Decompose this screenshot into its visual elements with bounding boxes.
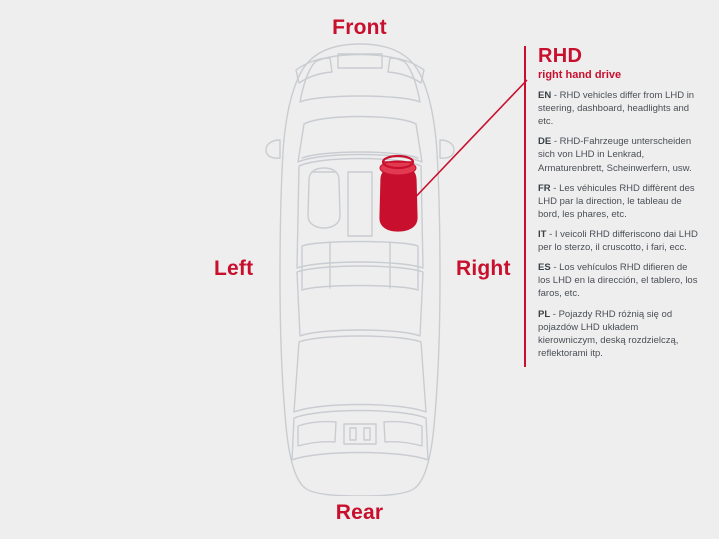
description-text-en: - RHD vehicles differ from LHD in steering, dashboard, headlights and etc. bbox=[538, 90, 695, 128]
orientation-label-left: Left bbox=[214, 257, 254, 280]
description-fr bbox=[538, 182, 700, 221]
description-en bbox=[538, 89, 700, 128]
description-pl bbox=[538, 308, 700, 360]
info-subtitle: right hand drive bbox=[538, 69, 622, 81]
lang-code-de: DE bbox=[538, 136, 552, 148]
lang-code-it: IT bbox=[538, 228, 547, 240]
rhd-driver-position-highlight bbox=[380, 156, 417, 231]
car-top-view-illustration bbox=[252, 40, 468, 496]
description-text-fr: - Les véhicules RHD diffèrent des LHD par la direction, le tableau de bord, les phares, etc. bbox=[538, 182, 695, 220]
lang-code-fr: FR bbox=[538, 182, 551, 194]
orientation-label-rear: Rear bbox=[335, 501, 384, 524]
description-es bbox=[538, 261, 700, 300]
lang-code-en: EN bbox=[538, 90, 552, 101]
orientation-label-front: Front bbox=[332, 16, 387, 39]
lang-code-pl: PL bbox=[538, 308, 551, 320]
description-it bbox=[538, 228, 700, 254]
orientation-label-right: Right bbox=[456, 257, 511, 280]
description-de bbox=[538, 135, 700, 174]
lang-code-es: ES bbox=[538, 262, 551, 274]
rhd-info-panel bbox=[524, 46, 700, 367]
description-text-es: - Los vehículos RHD difieren de los LHD en la dirección, el tablero, los faros, etc. bbox=[538, 262, 698, 300]
description-text-pl: - Pojazdy RHD różnią się od pojazdów LHD układem kierowniczym, deską rozdzielczą, reflektorami itp. bbox=[538, 308, 679, 359]
description-text-de: - RHD-Fahrzeuge unterscheiden sich von LHD in Lenkrad, Armaturenbrett, Scheinwerfern, usw. bbox=[538, 136, 692, 174]
info-title: RHD bbox=[538, 45, 583, 67]
description-text-it: - I veicoli RHD differiscono dai LHD per lo sterzo, il cruscotto, i fari, ecc. bbox=[538, 228, 698, 254]
